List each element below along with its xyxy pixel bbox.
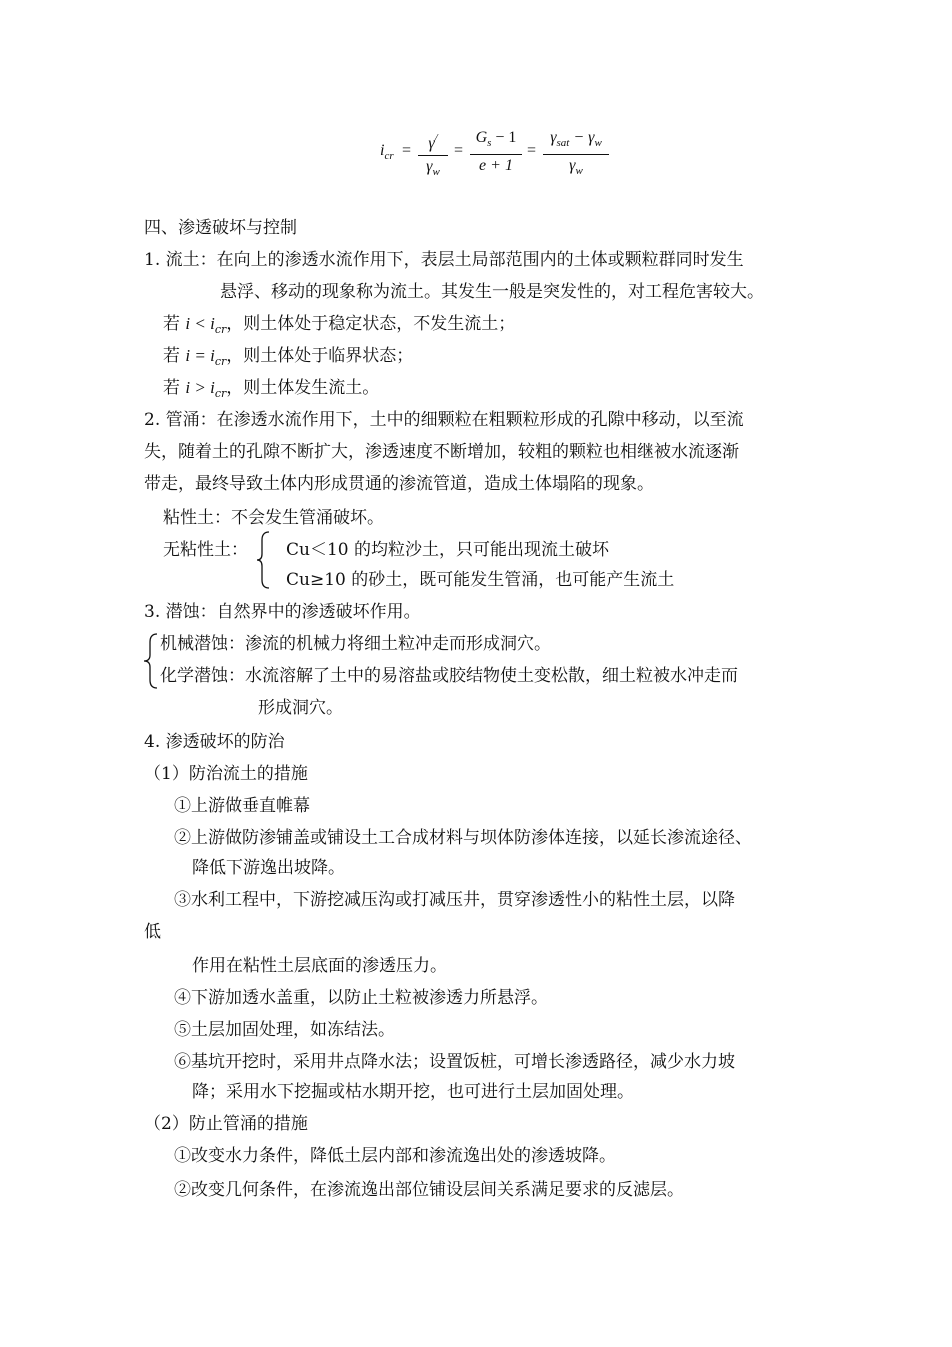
formula-equals-1: = xyxy=(402,142,412,159)
item3-mechanical: 机械潜蚀：渗流的机械力将细土粒冲走而形成洞穴。 xyxy=(160,634,551,654)
item4-measure-2b: 降低下游逸出坡降。 xyxy=(192,858,345,878)
noncohesive-brace-icon xyxy=(255,530,273,590)
item2-noncohesive-label: 无粘性土： xyxy=(163,540,248,560)
item1-condition-stable: 若 $i < i_{cr}$，则土体处于稳定状态，不发生流土； xyxy=(163,314,516,336)
item1-line1: 1. 流土：在向上的渗透水流作用下，表层土局部范围内的土体或颗粒群同时发生 xyxy=(144,250,744,270)
item4-measure-2a: ②上游做防渗铺盖或铺设土工合成材料与坝体防渗体连接，以延长渗流途径、 xyxy=(174,828,752,848)
item4-sub2-title: （2）防止管涌的措施 xyxy=(144,1114,308,1134)
item2-line2: 失，随着土的孔隙不断扩大，渗透速度不断增加，较粗的颗粒也相继被水流逐渐 xyxy=(144,442,739,462)
item4-sub1-title: （1）防治流土的措施 xyxy=(144,764,308,784)
item4-measure-5: ⑤土层加固处理，如冻结法。 xyxy=(174,1020,395,1040)
item4-measure-3b: 低 xyxy=(144,922,161,942)
item4-piping-2: ②改变几何条件，在渗流逸出部位铺设层间关系满足要求的反滤层。 xyxy=(174,1180,684,1200)
item4-measure-4: ④下游加透水盖重，以防止土粒被渗透力所悬浮。 xyxy=(174,988,548,1008)
item4-piping-1: ①改变水力条件，降低土层内部和渗流逸出处的渗透坡降。 xyxy=(174,1146,616,1166)
item2-cohesive: 粘性土：不会发生管涌破坏。 xyxy=(163,508,384,528)
item1-condition-failure: 若 $i > i_{cr}$，则土体发生流土。 xyxy=(163,378,380,400)
formula-term-2: $\frac{G_s - 1}{e + 1}$ xyxy=(470,128,522,177)
item4-title: 4. 渗透破坏的防治 xyxy=(144,732,285,752)
formula-term-3: $\gamma_{sat} - \gamma_w$ $\gamma_w$ xyxy=(543,128,609,182)
item2-noncohesive-a: Cu＜10 的均粒沙土，只可能出现流土破坏 xyxy=(286,540,609,560)
erosion-brace-icon xyxy=(142,632,160,690)
item3-chemical-line2: 形成洞穴。 xyxy=(258,698,343,718)
section-title: 四、渗透破坏与控制 xyxy=(144,218,297,238)
item1-line2: 悬浮、移动的现象称为流土。其发生一般是突发性的，对工程危害较大。 xyxy=(220,282,764,302)
formula-equals-2: = xyxy=(454,142,464,159)
item2-line1: 2. 管涌：在渗透水流作用下，土中的细颗粒在粗颗粒形成的孔隙中移动，以至流 xyxy=(144,410,744,430)
item4-measure-6a: ⑥基坑开挖时，采用井点降水法；设置饭桩，可增长渗透路径，减少水力坡 xyxy=(174,1052,735,1072)
critical-gradient-formula xyxy=(380,128,610,178)
item3-title: 3. 潜蚀：自然界中的渗透破坏作用。 xyxy=(144,602,421,622)
formula-term-1: $\frac{\gamma^/}{\gamma_w}$ xyxy=(418,128,448,183)
formula-equals-3: = xyxy=(527,142,537,159)
formula-lhs: $i_{cr}$ xyxy=(380,142,394,162)
item4-measure-3a: ③水利工程中，下游挖减压沟或打减压井，贯穿渗透性小的粘性土层，以降 xyxy=(174,890,735,910)
item2-noncohesive-b: Cu≥10 的砂土，既可能发生管涌，也可能产生流土 xyxy=(286,570,675,590)
item1-condition-critical: 若 $i = i_{cr}$，则土体处于临界状态； xyxy=(163,346,414,368)
item3-chemical-line1: 化学潜蚀：水流溶解了土中的易溶盐或胶结物使土变松散，细土粒被水冲走而 xyxy=(160,666,738,686)
item2-line3: 带走，最终导致土体内形成贯通的渗流管道，造成土体塌陷的现象。 xyxy=(144,474,654,494)
item4-measure-6b: 降；采用水下挖掘或枯水期开挖，也可进行土层加固处理。 xyxy=(192,1082,634,1102)
item4-measure-1: ①上游做垂直帷幕 xyxy=(174,796,310,816)
item4-measure-3c: 作用在粘性土层底面的渗透压力。 xyxy=(192,956,447,976)
